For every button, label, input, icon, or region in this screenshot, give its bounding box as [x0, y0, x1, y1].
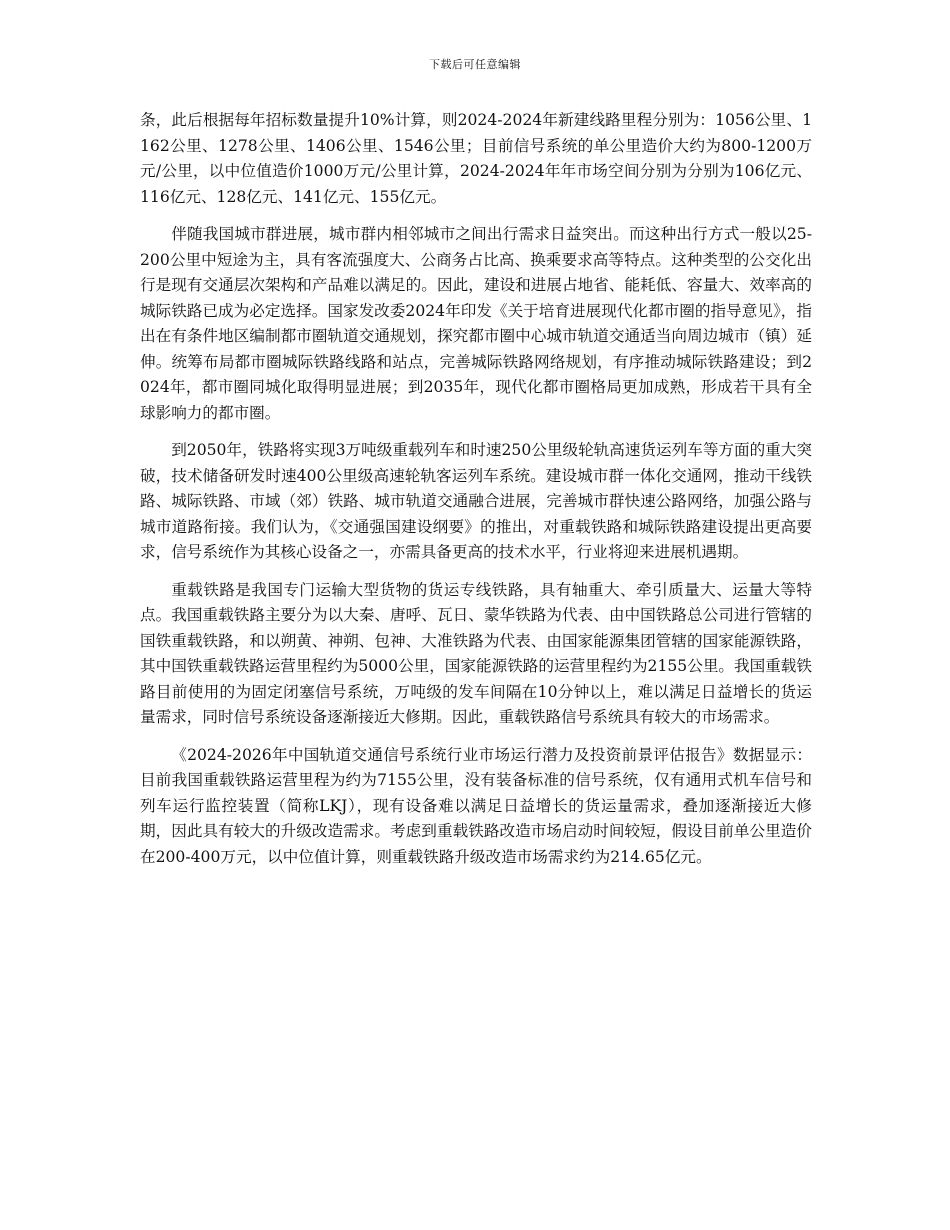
document-body: [140, 108, 812, 882]
paragraph-5: 《2024-2026年中国轨道交通信号系统行业市场运行潜力及投资前景评估报告》数据显示：目前我国重载铁路运营里程为约为7155公里，没有装备标准的信号系统，仅有通用式机车信号和列车运行监控装置（简称LKJ），现有设备难以满足日益增长的货运量需求，叠加逐渐接近大修期，因此具有较大的升级改造需求。考虑到重载铁路改造市场启动时间较短，假设目前单公里造价在200-400万元，以中位值计算，则重载铁路升级改造市场需求约为214.65亿元。: [140, 745, 812, 866]
paragraph-1: 条，此后根据每年招标数量提升10%计算，则2024-2024年新建线路里程分别为：1056公里、1162公里、1278公里、1406公里、1546公里；目前信号系统的单公里造价大约为800-1200万元/公里，以中位值造价1000万元/公里计算，2024-2024年年市场空间分别为分别为106亿元、116亿元、128亿元、141亿元、155亿元。: [140, 111, 812, 206]
paragraph-4: 重载铁路是我国专门运输大型货物的货运专线铁路，具有轴重大、牵引质量大、运量大等特点。我国重载铁路主要分为以大秦、唐呼、瓦日、蒙华铁路为代表、由中国铁路总公司进行管辖的国铁重载铁路，和以朔黄、神朔、包神、大准铁路为代表、由国家能源集团管辖的国家能源铁路，其中国铁重载铁路运营里程约为5000公里，国家能源铁路的运营里程约为2155公里。我国重载铁路目前使用的为固定闭塞信号系统，万吨级的发车间隔在10分钟以上，难以满足日益增长的货运量需求，同时信号系统设备逐渐接近大修期。因此，重载铁路信号系统具有较大的市场需求。: [140, 580, 812, 726]
paragraph-3: 到2050年，铁路将实现3万吨级重载列车和时速250公里级轮轨高速货运列车等方面的重大突破，技术储备研发时速400公里级高速轮轨客运列车系统。建设城市群一体化交通网，推动干线铁路、城际铁路、市域（郊）铁路、城市轨道交通融合进展，完善城市群快速公路网络，加强公路与城市道路衔接。我们认为，《交通强国建设纲要》的推出，对重载铁路和城际铁路建设提出更高要求，信号系统作为其核心设备之一，亦需具备更高的技术水平，行业将迎来进展机遇期。: [140, 441, 812, 561]
paragraph-2: 伴随我国城市群进展，城市群内相邻城市之间出行需求日益突出。而这种出行方式一般以25-200公里中短途为主，具有客流强度大、公商务占比高、换乘要求高等特点。这种类型的公交化出行是现有交通层次架构和产品难以满足的。因此，建设和进展占地省、能耗低、容量大、效率高的城际铁路已成为必定选择。国家发改委2024年印发《关于培育进展现代化都市圈的指导意见》，指出在有条件地区编制都市圈轨道交通规划，探究都市圈中心城市轨道交通适当向周边城市（镇）延伸。统筹布局都市圈城际铁路线路和站点，完善城际铁路网络规划，有序推动城际铁路建设；到2024年，都市圈同城化取得明显进展；到2035年，现代化都市圈格局更加成熟，形成若干具有全球影响力的都市圈。: [140, 225, 812, 422]
page-header: 下载后可任意编辑: [429, 58, 521, 71]
